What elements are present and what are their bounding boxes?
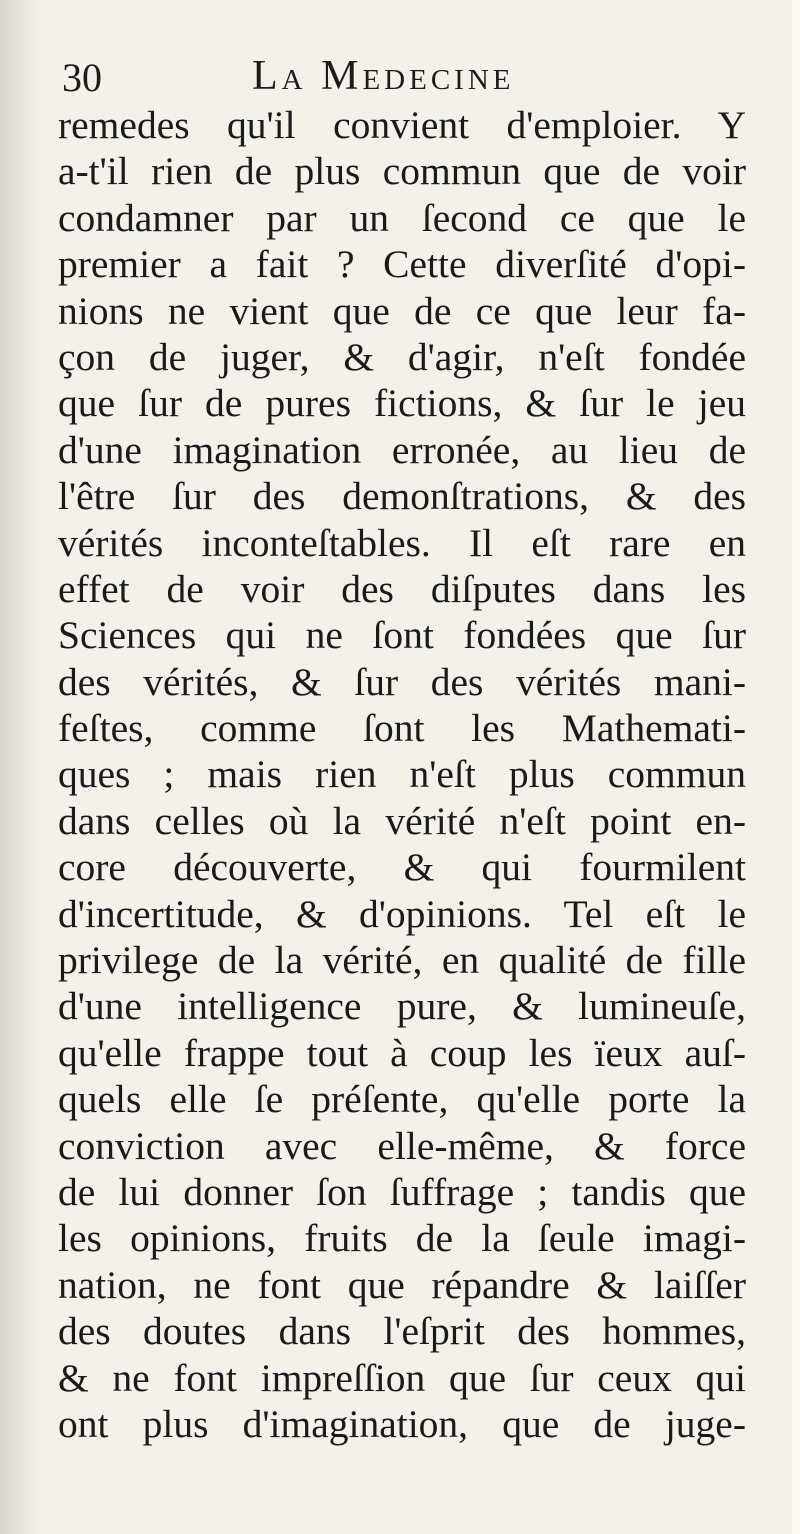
text-line: & ne font impreſſion que ſur ceux qui — [58, 1355, 746, 1400]
text-line: privilege de la vérité, en qualité de fille — [58, 938, 746, 983]
text-line: remedes qu'il convient d'emploier. Y — [58, 103, 746, 147]
text-line: a-t'il rien de plus commun que de voir — [58, 149, 746, 194]
text-line: condamner par un ſecond ce que le — [58, 195, 746, 240]
text-line: ques ; mais rien n'eſt plus commun — [58, 752, 746, 797]
text-line: de lui donner ſon ſuffrage ; tandis que — [58, 1169, 746, 1214]
page-header — [62, 48, 742, 98]
text-line: ont plus d'imagination, que de juge- — [58, 1401, 746, 1446]
text-line: feſtes, comme ſont les Mathemati- — [58, 706, 746, 751]
text-line: les opinions, fruits de la ſeule imagi- — [58, 1216, 746, 1261]
text-line: d'incertitude, & d'opinions. Tel eſt le — [58, 891, 746, 936]
text-line: des vérités, & ſur des vérités mani- — [58, 659, 746, 704]
text-line: vérités inconteſtables. Il eſt rare en — [58, 520, 746, 565]
text-line: nions ne vient que de ce que leur fa- — [58, 288, 746, 333]
body-text — [58, 102, 746, 1447]
text-line: qu'elle frappe tout à coup les ïeux auſ- — [58, 1030, 746, 1075]
text-line: quels elle ſe préſente, qu'elle porte la — [58, 1077, 746, 1122]
text-line: dans celles où la vérité n'eſt point en- — [58, 798, 746, 843]
text-line: nation, ne font que répandre & laiſſer — [58, 1262, 746, 1307]
text-line: d'une intelligence pure, & lumineuſe, — [58, 984, 746, 1029]
text-line: core découverte, & qui fourmilent — [58, 845, 746, 890]
text-line: çon de juger, & d'agir, n'eſt fondée — [58, 334, 746, 379]
text-line: Sciences qui ne ſont fondées que ſur — [58, 613, 746, 658]
text-line: d'une imagination erronée, au lieu de — [58, 427, 746, 472]
text-line: des doutes dans l'eſprit des hommes, — [58, 1309, 746, 1354]
text-line: que ſur de pures fictions, & ſur le jeu — [58, 381, 746, 426]
page-number: 30 — [62, 55, 102, 100]
text-line: effet de voir des diſputes dans les — [58, 566, 746, 611]
text-line: l'être ſur des demonſtrations, & des — [58, 474, 746, 519]
text-line: conviction avec elle-même, & force — [58, 1123, 746, 1168]
text-line: premier a fait ? Cette diverſité d'opi- — [58, 242, 746, 287]
running-title: La Medecine — [252, 53, 515, 99]
